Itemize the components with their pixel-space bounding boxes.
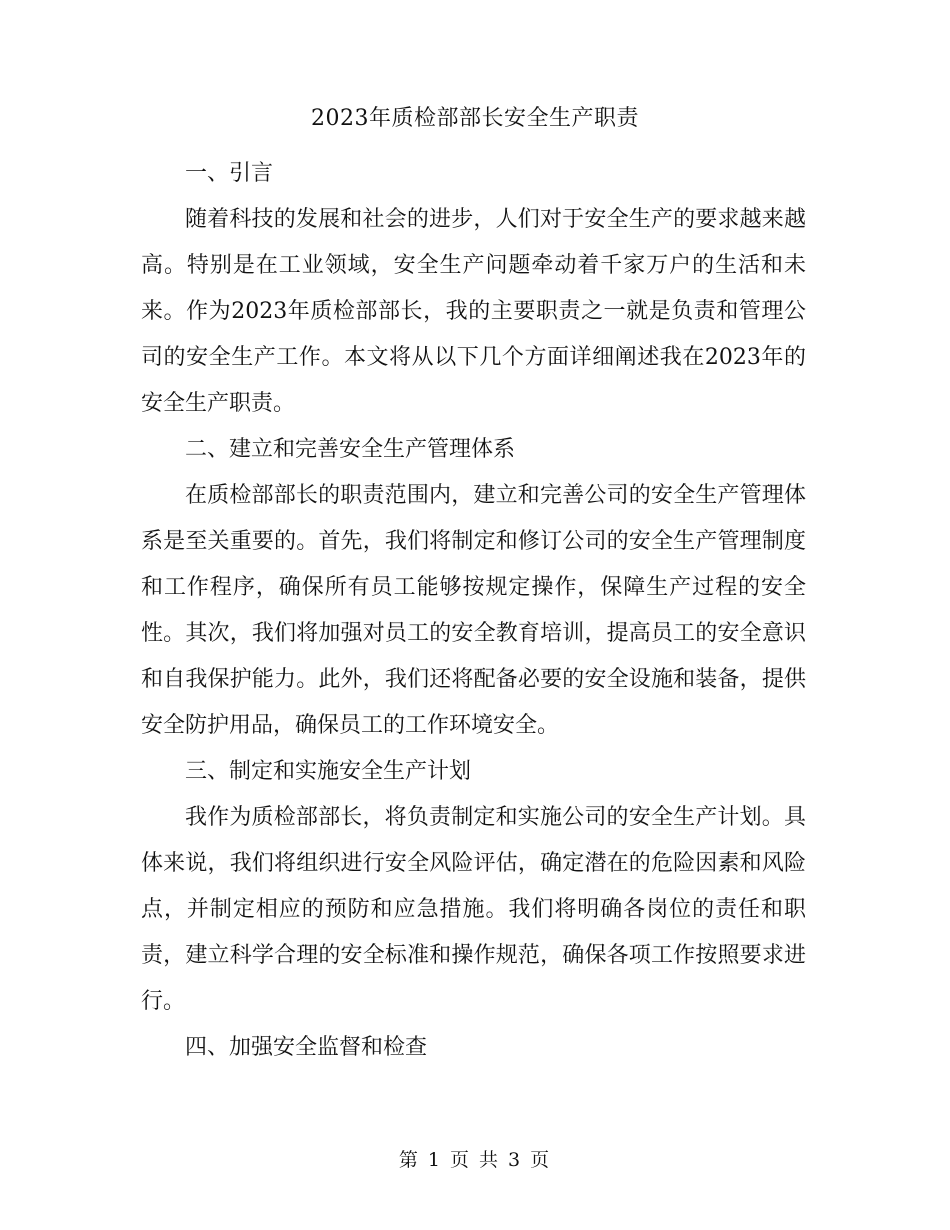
- section-paragraph-introduction: 随着科技的发展和社会的进步，人们对于安全生产的要求越来越高。特别是在工业领域，安全生产问题牵动着千家万户的生活和未来。作为2023年质检部部长，我的主要职责之一就是负责和管理公司的安全生产工作。本文将从以下几个方面详细阐述我在2023年的安全生产职责。: [141, 207, 806, 416]
- document-body: [141, 151, 806, 1071]
- section-heading-supervision: 四、加强安全监督和检查: [185, 1035, 428, 1060]
- section-paragraph-management-system: 在质检部部长的职责范围内，建立和完善公司的安全生产管理体系是至关重要的。首先，我们将制定和修订公司的安全生产管理制度和工作程序，确保所有员工能够按规定操作，保障生产过程的安全性。其次，我们将加强对员工的安全教育培训，提高员工的安全意识和自我保护能力。此外，我们还将配备必要的安全设施和装备，提供安全防护用品，确保员工的工作环境安全。: [141, 483, 806, 738]
- section-heading-management-system: 二、建立和完善安全生产管理体系: [185, 437, 516, 462]
- page-number-footer: 第 1 页 共 3 页: [398, 1149, 552, 1171]
- section-heading-safety-plan: 三、制定和实施安全生产计划: [185, 759, 472, 784]
- section-paragraph-safety-plan: 我作为质检部部长，将负责制定和实施公司的安全生产计划。具体来说，我们将组织进行安全风险评估，确定潜在的危险因素和风险点，并制定相应的预防和应急措施。我们将明确各岗位的责任和职责，建立科学合理的安全标准和操作规范，确保各项工作按照要求进行。: [141, 805, 806, 1014]
- section-heading-introduction: 一、引言: [185, 161, 274, 186]
- document-title: 2023年质检部部长安全生产职责: [311, 106, 639, 131]
